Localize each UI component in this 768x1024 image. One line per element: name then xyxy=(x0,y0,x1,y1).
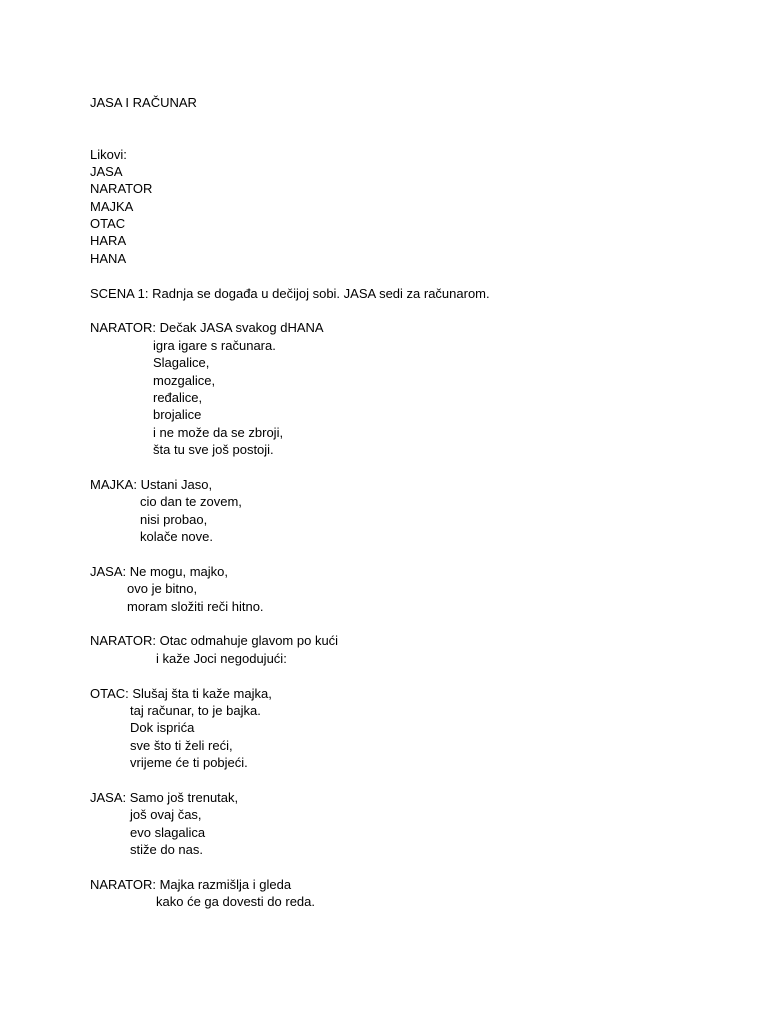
character-item: OTAC xyxy=(90,216,126,231)
dialogue-line: još ovaj čas, xyxy=(130,807,202,822)
dialogue-line: evo slagalica xyxy=(130,825,206,840)
document-title: JASA I RAČUNAR xyxy=(90,95,197,110)
dialogue-line: kolače nove. xyxy=(140,529,213,544)
dialogue-lead: JASA: Samo još trenutak, xyxy=(90,790,239,805)
dialogue-line: sve što ti želi reći, xyxy=(130,738,233,753)
dialogue-line: ovo je bitno, xyxy=(127,581,198,596)
dialogue-line: moram složiti reči hitno. xyxy=(127,599,264,614)
dialogue-lead: JASA: Ne mogu, majko, xyxy=(90,564,228,579)
dialogue-lead: NARATOR: Dečak JASA svakog dHANA xyxy=(90,320,324,335)
scene-heading: SCENA 1: Radnja se događa u dečijoj sobi. JASA sedi za računarom. xyxy=(90,286,490,301)
dialogue-line: i kaže Joci negodujući: xyxy=(156,651,287,666)
characters-heading: Likovi: xyxy=(90,147,127,162)
dialogue-line: stiže do nas. xyxy=(130,842,203,857)
dialogue-lead: NARATOR: Otac odmahuje glavom po kući xyxy=(90,633,339,648)
dialogue-line: ređalice, xyxy=(153,390,203,405)
dialogue-lead: NARATOR: Majka razmišlja i gleda xyxy=(90,877,292,892)
dialogue-lead: OTAC: Slušaj šta ti kaže majka, xyxy=(90,686,272,701)
character-item: MAJKA xyxy=(90,199,134,214)
dialogue-line: i ne može da se zbroji, xyxy=(153,425,284,440)
dialogue-line: kako će ga dovesti do reda. xyxy=(156,894,315,909)
dialogue-line: cio dan te zovem, xyxy=(140,494,242,509)
dialogue-line: vrijeme će ti pobjeći. xyxy=(130,755,248,770)
dialogue-line: Slagalice, xyxy=(153,355,210,370)
dialogue-line: šta tu sve još postoji. xyxy=(153,442,274,457)
dialogue-line: Dok isprića xyxy=(130,720,195,735)
character-item: HARA xyxy=(90,233,127,248)
dialogue-line: brojalice xyxy=(153,407,202,422)
character-item: HANA xyxy=(90,251,127,266)
dialogue-line: mozgalice, xyxy=(153,373,216,388)
character-item: NARATOR xyxy=(90,181,153,196)
dialogue-line: taj računar, to je bajka. xyxy=(130,703,261,718)
dialogue-line: nisi probao, xyxy=(140,512,208,527)
character-item: JASA xyxy=(90,164,123,179)
dialogue-lead: MAJKA: Ustani Jaso, xyxy=(90,477,213,492)
dialogue-line: igra igare s računara. xyxy=(153,338,276,353)
